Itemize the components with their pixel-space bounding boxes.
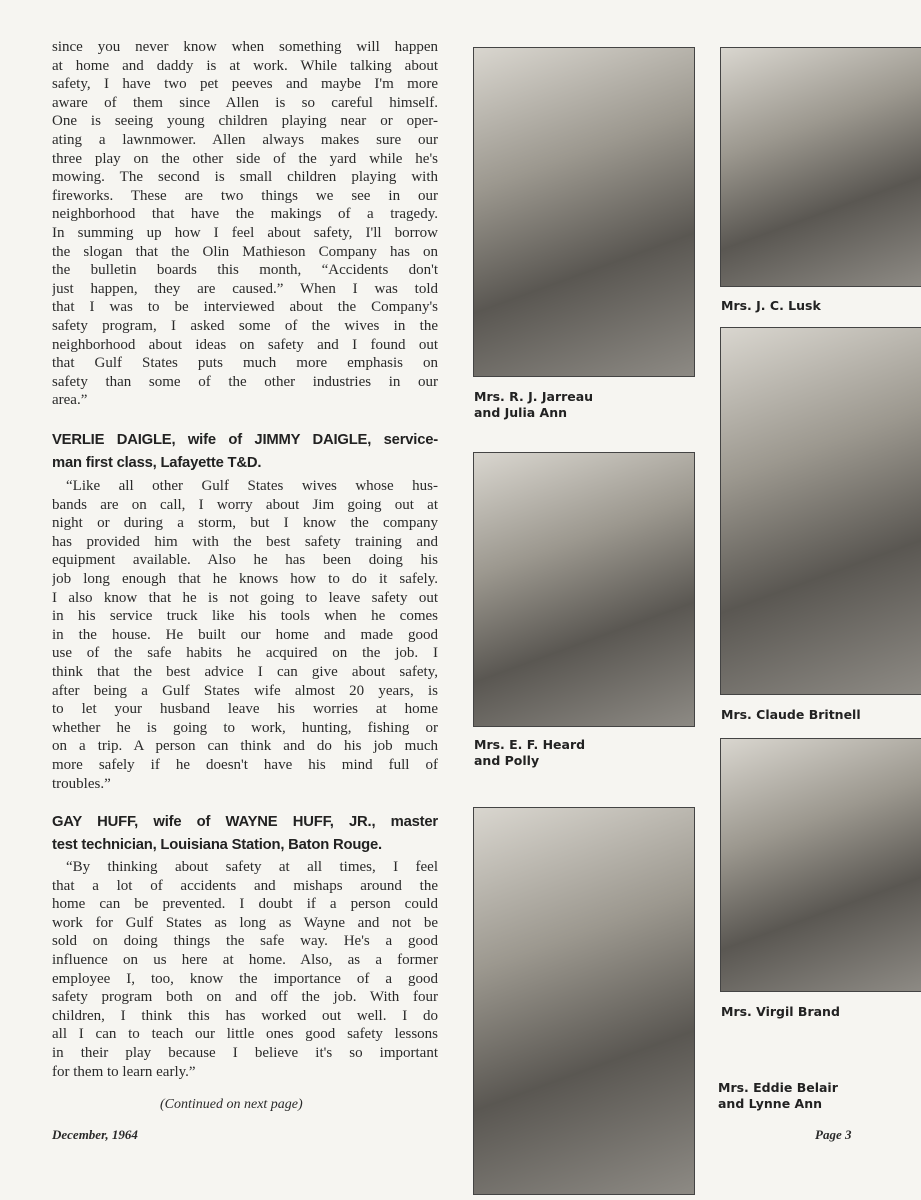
page-number: Page 3	[815, 1127, 852, 1142]
text-line: has provided him with the best safety training and	[52, 533, 438, 550]
text-line: the bulletin boards this month, “Accidents don't	[52, 262, 438, 279]
text-line: GAY HUFF, wife of WAYNE HUFF, JR., master	[52, 814, 438, 830]
text-line: safety than some of the other industries in our	[52, 373, 438, 390]
text-line: more safely if he doesn't have his mind full of	[52, 756, 438, 773]
caption-line: Mrs. E. F. Heard	[474, 737, 586, 752]
text-line: all I can to teach our little ones good safety lessons	[52, 1026, 438, 1043]
issue-date: December, 1964	[52, 1127, 138, 1142]
caption-lusk	[721, 298, 821, 314]
text-line: sold on doing things the safe way. He's a good	[52, 933, 438, 950]
text-line: work for Gulf States as long as Wayne and not be	[52, 914, 438, 931]
huff-paragraph	[52, 858, 438, 1081]
text-line: home can be prevented. I doubt if a person could	[52, 896, 438, 913]
text-line: fireworks. These are two things we see in our	[52, 187, 438, 204]
text-line: In summing up how I feel about safety, I'll borrow	[52, 224, 438, 241]
text-line: bands are on call, I worry about Jim going out at	[52, 496, 438, 513]
caption-line: Mrs. R. J. Jarreau	[474, 389, 594, 404]
text-line: that a lot of accidents and mishaps around the	[52, 877, 438, 894]
text-line: ating a lawnmower. Allen always makes sure our	[52, 131, 438, 148]
photo-heard	[473, 452, 695, 727]
text-line: in his service truck like his tools when he comes	[52, 608, 438, 625]
caption-belair	[718, 1080, 838, 1112]
text-line: since you never know when something will happen	[52, 39, 438, 55]
text-line: think that the best advice I can give about safety,	[52, 663, 438, 680]
photo-lusk	[720, 47, 921, 287]
section-heading-huff	[52, 811, 438, 857]
text-line: for them to learn early.”	[52, 1063, 196, 1080]
caption-brand	[721, 1004, 840, 1020]
caption-line: Mrs. J. C. Lusk	[721, 298, 821, 313]
text-line: man first class, Lafayette T&D.	[52, 455, 262, 471]
text-line: job long enough that he knows how to do it safely.	[52, 570, 438, 587]
text-line: aware of them since Allen is so careful himself.	[52, 94, 438, 111]
intro-paragraph	[52, 38, 438, 410]
text-line: “Like all other Gulf States wives whose hus-	[66, 478, 438, 494]
caption-line: and Lynne Ann	[718, 1096, 822, 1111]
text-line: that Gulf States puts much more emphasis on	[52, 355, 438, 372]
text-line: the slogan that the Olin Mathieson Company has on	[52, 243, 438, 260]
caption-jarreau	[474, 389, 593, 421]
caption-line: and Julia Ann	[474, 405, 568, 420]
text-line: children, I think this has worked out well. I do	[52, 1007, 438, 1024]
text-line: neighborhood about ideas on safety and I found out	[52, 336, 438, 353]
text-line: safety program both on and off the job. With four	[52, 989, 438, 1006]
photo-brand	[720, 738, 921, 992]
continued-note: (Continued on next page)	[160, 1097, 303, 1112]
text-line: on a trip. A person can think and do his job much	[52, 738, 438, 755]
text-line: VERLIE DAIGLE, wife of JIMMY DAIGLE, service-	[52, 432, 438, 448]
text-line: area.”	[52, 392, 88, 409]
text-line: One is seeing young children playing near or oper-	[52, 113, 438, 130]
text-line: I also know that he is not going to leave safety out	[52, 589, 438, 606]
text-line: that I was to be interviewed about the Company's	[52, 299, 438, 316]
photo-jarreau	[473, 47, 695, 377]
text-line: equipment available. Also he has been doing his	[52, 552, 438, 569]
text-line: at home and daddy is at work. While talking about	[52, 57, 438, 74]
text-line: employee I, too, know the importance of a good	[52, 970, 438, 987]
text-line: “By thinking about safety at all times, I feel	[66, 859, 438, 875]
text-line: influence on us here at home. Also, as a former	[52, 951, 438, 968]
section-heading-daigle	[52, 429, 438, 475]
text-line: just happen, they are caused.” When I was told	[52, 280, 438, 297]
caption-line: Mrs. Eddie Belair	[718, 1080, 838, 1095]
text-line: in their play because I believe it's so important	[52, 1044, 438, 1061]
photo-britnell	[720, 327, 921, 695]
text-line: safety program, I asked some of the wives in the	[52, 317, 438, 334]
photo-belair	[473, 807, 695, 1195]
text-line: in the house. He built our home and made good	[52, 626, 438, 643]
text-line: after being a Gulf States wife almost 20 years, is	[52, 682, 438, 699]
text-line: neighborhood that have the makings of a tragedy.	[52, 206, 438, 223]
caption-line: Mrs. Claude Britnell	[721, 707, 861, 722]
text-line: mowing. The second is small children playing with	[52, 169, 438, 186]
text-line: use of the safe habits he acquired on the job. I	[52, 645, 438, 662]
daigle-paragraph	[52, 477, 438, 793]
text-line: test technician, Louisiana Station, Baton Rouge.	[52, 837, 382, 853]
text-line: to let your husband leave his worries at home	[52, 701, 438, 718]
text-line: whether he is going to work, hunting, fishing or	[52, 719, 438, 736]
text-line: safety, I have two pet peeves and maybe I'm more	[52, 76, 438, 93]
text-line: night or during a storm, but I know the company	[52, 515, 438, 532]
caption-britnell	[721, 707, 861, 723]
caption-line: and Polly	[474, 753, 540, 768]
caption-heard	[474, 737, 585, 769]
caption-line: Mrs. Virgil Brand	[721, 1004, 840, 1019]
text-line: troubles.”	[52, 775, 111, 792]
text-line: three play on the other side of the yard while he's	[52, 150, 438, 167]
